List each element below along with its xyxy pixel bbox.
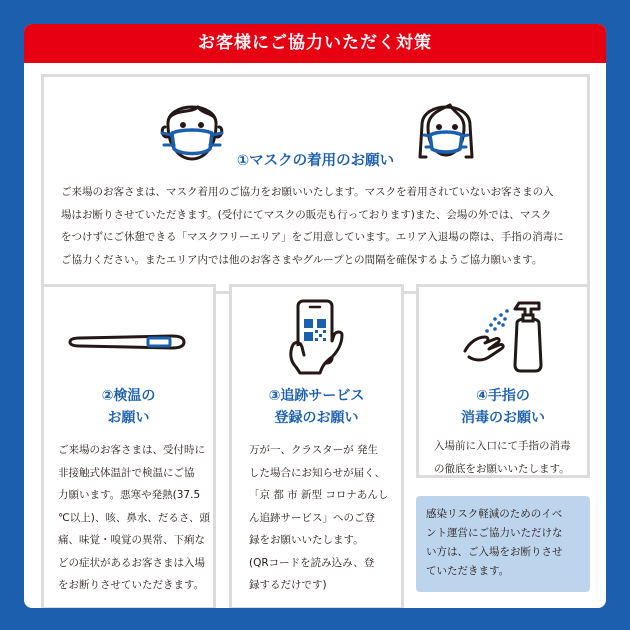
sanitizing-title — [419, 385, 587, 429]
sanitize-line: 入場前に入口にて手指の消毒 — [434, 440, 571, 452]
trace-line: 録をお願いいたします。 — [249, 534, 364, 546]
mask-line: ご来場のお客さまは、マスク着用のご協力をお願いいたします。マスクを着用されていないお客さまの入 — [61, 186, 554, 198]
temp-line: ℃以上)、咳、鼻水、だるさ、頭 — [58, 511, 210, 524]
trace-line: 「京 都 市 新型 コロナあんし — [249, 489, 389, 501]
temp-line: をお断りさせていただきます。 — [58, 579, 205, 591]
trace-line: ん追跡サービス」へのご登 — [249, 511, 375, 524]
temperature-description — [58, 439, 210, 597]
sanitize-line: の徹底をお願いいたします。 — [434, 462, 570, 475]
temp-line: ご来場のお客さまは、受付時に — [58, 444, 205, 456]
temp-line: 力願います。悪寒や発熱(37.5 — [58, 489, 201, 501]
smartphone-qr-icon — [284, 297, 354, 377]
mask-description — [61, 181, 577, 271]
mask-line: をつけずにご休憩できる「マスクフリーエリア」をご用意しています。エリア入退場の際は、手指の消毒に — [61, 231, 564, 243]
note-line: ていただきます。 — [426, 565, 510, 577]
title-line: ④手指の — [476, 388, 530, 404]
title-line: ③追跡サービス — [268, 388, 365, 404]
temp-line: 非接触式体温計で検温にご協 — [58, 466, 195, 479]
sanitizing-card — [416, 284, 590, 478]
title-line: 消毒のお願い — [461, 410, 545, 426]
mask-line: 場はお断りさせていただきます。(受付にてマスクの販売も行っております)また、会場の外では、マスク — [61, 208, 552, 221]
trace-line: した場合にお知らせが届く、 — [249, 466, 385, 479]
mask-title: ①マスクの着用のお願い — [236, 153, 395, 169]
mask-line: ご協力ください。またエリア内では他のお客さまやグループとの間隔を確保するようご協力願います。 — [61, 253, 543, 266]
trace-line: (QRコードを読み込み、登 — [249, 556, 375, 569]
note-line: ント運営にご協力いただけな — [426, 527, 563, 539]
note-line: 感染リスク軽減のためのイベ — [426, 508, 563, 520]
title-line: お願い — [107, 410, 150, 426]
temp-line: どの症状があるお客さまは入場 — [58, 556, 205, 569]
page-title: お客様にご協力いただく対策 — [24, 24, 606, 63]
temperature-card — [41, 284, 216, 608]
refusal-note — [416, 496, 590, 592]
trace-line: 万が一、クラスターが 発生 — [249, 444, 379, 456]
sanitizing-description — [434, 435, 582, 480]
trace-line: 録するだけです) — [249, 579, 327, 591]
note-line: い方は、ご入場をお断りさせ — [426, 546, 563, 558]
woman-mask-icon — [406, 87, 486, 167]
title-line: 登録のお願い — [274, 410, 359, 426]
tracing-card — [229, 284, 404, 608]
tracing-description — [249, 439, 393, 597]
notice-panel — [24, 24, 606, 608]
thermometer-icon — [64, 322, 194, 362]
sanitizer-spray-icon — [459, 295, 559, 375]
temp-line: 痛、味覚・嗅覚の異常、下痢な — [58, 534, 205, 546]
tracing-title — [232, 385, 401, 429]
mask-card — [41, 74, 590, 294]
title-line: ②検温の — [101, 388, 156, 404]
temperature-title — [44, 385, 213, 429]
